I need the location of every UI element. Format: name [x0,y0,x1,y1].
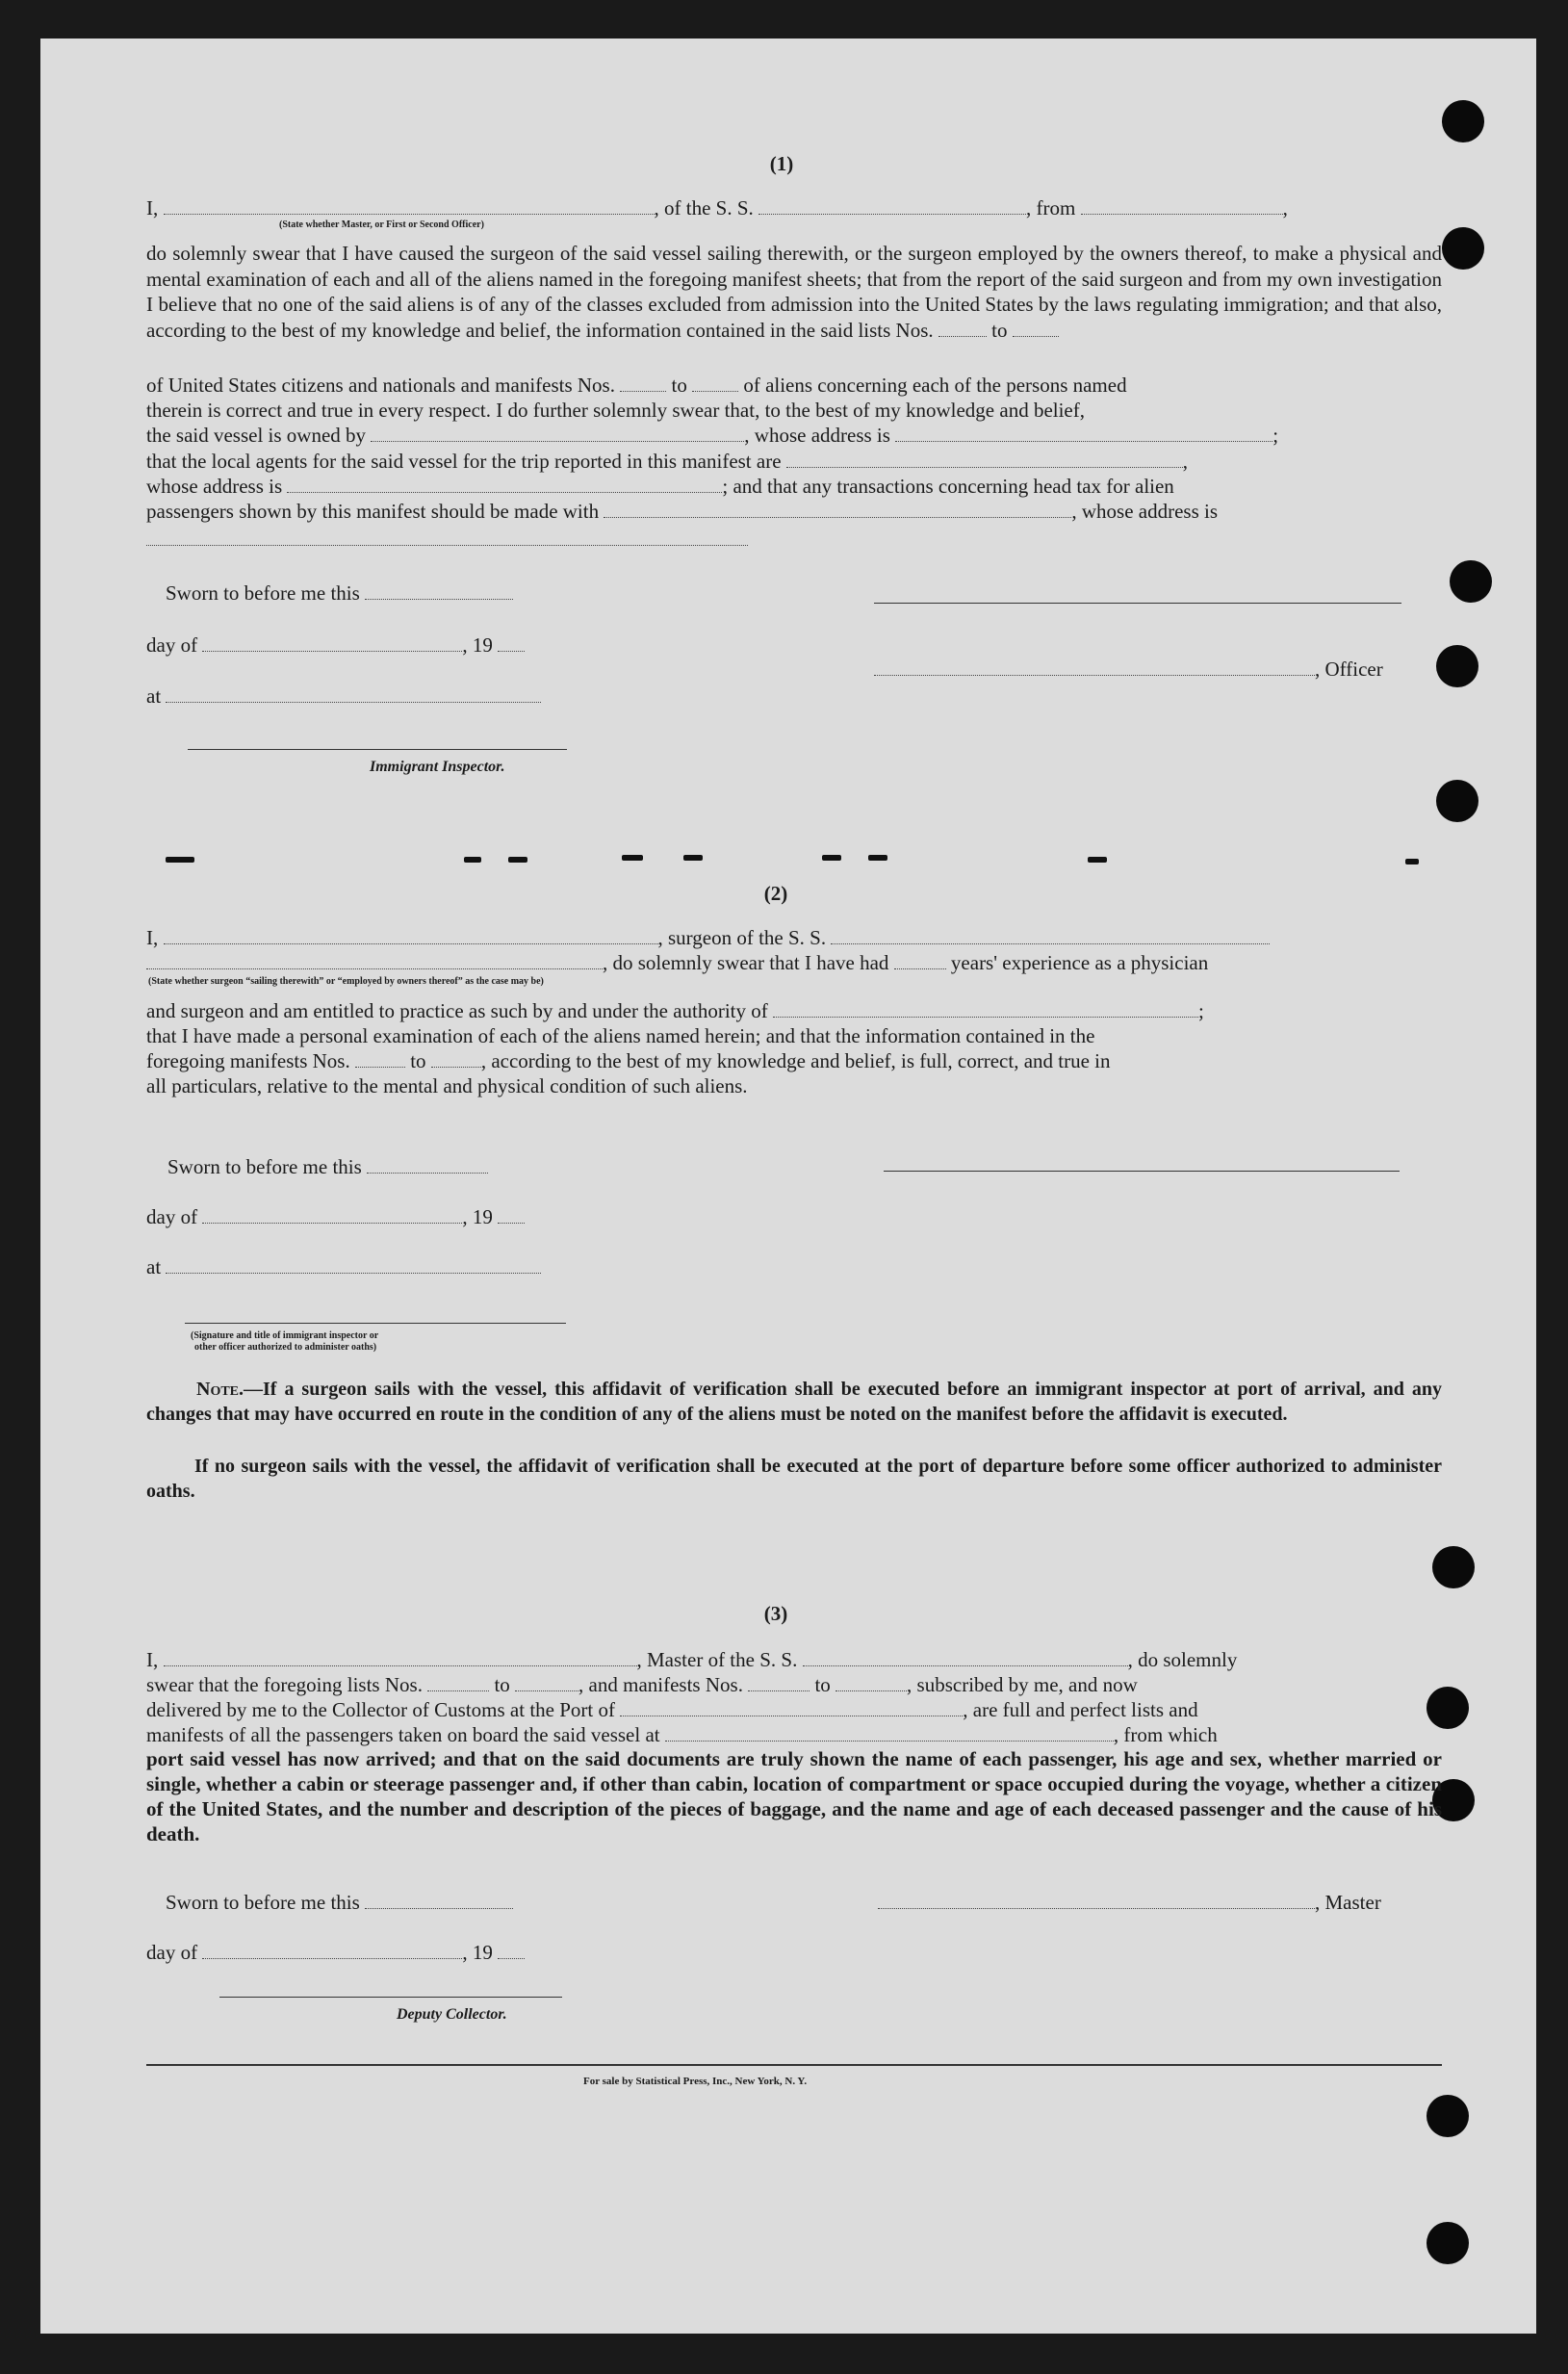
s2-at: at [146,1255,541,1278]
surgeon-note: (State whether surgeon “sailing therewith” or “employed by owners thereof” as the case may be) [148,976,544,987]
s2-day-of: day of , 19 [146,1205,525,1228]
note-label: Note. [196,1379,244,1400]
no-surgeon-paragraph: If no surgeon sails with the vessel, the affidavit of verification shall be executed at the port of departure before some officer authorized to administer oaths. [146,1456,1442,1502]
punch-hole [1427,1687,1469,1729]
years-experience-field[interactable] [894,951,946,969]
separator-dash [1088,857,1107,863]
s1-line-p6: whose address is ; and that any transactions concerning head tax for alien [146,475,1174,498]
inspector-signature-line[interactable] [188,749,567,750]
officer-signature-field[interactable] [874,658,1315,676]
footer-rule [146,2064,1442,2066]
owner-field[interactable] [371,424,744,442]
punch-hole [1442,227,1484,270]
at-place-field[interactable] [166,684,541,703]
s1-paragraph: do solemnly swear that I have caused the surgeon of the said vessel sailing therewith, or the surgeon employed by the owners thereof, to make a physical and mental examination of each and all of the aliens named in the foregoing manifest sheets; that from the report of the said surgeon and from my own investigation I believe that no one of the said aliens is of any of the classes excluded from admission into the United States by the laws regulating immigration; and that also, according to the best of my knowledge and belief, the information contained in the said lists Nos. to [146,242,1442,342]
officer-note: (State whether Master, or First or Second Officer) [279,219,484,230]
s2-p4: all particulars, relative to the mental and physical condition of such aliens. [146,1074,748,1097]
s3-year-field[interactable] [498,1941,525,1959]
punch-hole [1427,2222,1469,2264]
punch-hole [1427,2095,1469,2137]
separator-dash [166,857,194,863]
s1-line-p7: passengers shown by this manifest should be made with , whose address is [146,500,1219,523]
s2-year-field[interactable] [498,1205,525,1224]
surgeon-signature-line[interactable] [884,1171,1400,1172]
immigrant-inspector-label: Immigrant Inspector. [370,759,505,775]
head-tax-field[interactable] [604,500,1071,518]
local-agents-field[interactable] [786,450,1183,468]
s3-line3: delivered by me to the Collector of Customs at the Port of , are full and perfect lists and [146,1698,1198,1721]
signature-note-2: other officer authorized to administer oaths) [194,1342,377,1353]
master-name-field[interactable] [164,196,655,215]
address-continuation-line[interactable] [146,545,748,546]
lists-from-field[interactable] [938,319,987,337]
lists-to-field[interactable] [1013,319,1059,337]
punch-hole [1432,1546,1475,1588]
deputy-signature-line[interactable] [219,1997,562,1998]
agents-address-field[interactable] [287,475,722,493]
owner-address-field[interactable] [895,424,1272,442]
separator-dash [683,855,703,861]
separator-dash [464,857,481,863]
s2-inspector-signature-line[interactable] [185,1323,566,1324]
signature-line[interactable] [874,603,1401,604]
s3-lists-to-field[interactable] [515,1673,578,1691]
s3-master-name-field[interactable] [164,1648,637,1666]
s1-line-p5: that the local agents for the said vessel for the trip reported in this manifest are , [146,450,1189,473]
document-page [40,39,1536,2334]
s3-lists-from-field[interactable] [427,1673,489,1691]
s2-ship-name-field[interactable] [831,926,1270,944]
s3-manifests-from-field[interactable] [748,1673,810,1691]
boarding-port-field[interactable] [665,1723,1114,1742]
s1-line-p3: therein is correct and true in every respect. I do further solemnly swear that, to the best of my knowledge and belief, [146,399,1085,422]
s2-day-month-field[interactable] [202,1205,462,1224]
s3-line4: manifests of all the passengers taken on board the said vessel at , from which [146,1723,1218,1746]
from-port-field[interactable] [1081,196,1283,215]
s3-master-signature: , Master [878,1891,1381,1914]
s2-manifests-from-field[interactable] [355,1049,405,1068]
surgeon-status-field[interactable] [146,951,603,969]
separator-dash [508,857,527,863]
separator-dash [1405,859,1419,864]
port-field[interactable] [620,1698,963,1716]
separator-dash [868,855,887,861]
separator-dash [622,855,643,861]
s1-sworn: Sworn to before me this [166,581,513,605]
s3-day-of: day of , 19 [146,1941,525,1964]
s2-sworn: Sworn to before me this [167,1155,488,1178]
s1-line1: I, , of the S. S. , from , [146,196,1288,219]
s1-day-of: day of , 19 [146,633,525,657]
s3-sworn-date-field[interactable] [365,1891,513,1909]
s1-at: at [146,684,541,708]
manifests-to-field[interactable] [692,374,738,392]
s3-sworn: Sworn to before me this [166,1891,513,1914]
deputy-collector-label: Deputy Collector. [397,2006,507,2023]
s2-manifests-to-field[interactable] [431,1049,481,1068]
year-field[interactable] [498,633,525,652]
s2-p3: foregoing manifests Nos. to , according to the best of my knowledge and belief, is full, correct, and true in [146,1049,1111,1072]
punch-hole [1442,100,1484,142]
s2-sworn-date-field[interactable] [367,1155,488,1174]
authority-field[interactable] [773,999,1198,1018]
surgeon-note-paragraph: Note.—If a surgeon sails with the vessel, this affidavit of verification shall be executed before an immigrant inspector at port of arrival, and any changes that may have occurred en route in the condition of any of the aliens must be noted on the manifest before the affidavit is executed. [146,1379,1442,1425]
punch-hole [1436,645,1478,687]
footer-printer-credit: For sale by Statistical Press, Inc., New York, N. Y. [583,2076,808,2087]
separator-dash [822,855,841,861]
s2-line1: I, , surgeon of the S. S. [146,926,1270,949]
s1-officer: , Officer [874,658,1383,681]
day-month-field[interactable] [202,633,462,652]
surgeon-name-field[interactable] [164,926,658,944]
s1-line-p4: the said vessel is owned by , whose address is ; [146,424,1279,447]
s2-line2: , do solemnly swear that I have had years' experience as a physician [146,951,1208,974]
sworn-date-field[interactable] [365,581,513,600]
section-1-number: (1) [769,152,794,175]
s3-line1: I, , Master of the S. S. , do solemnly [146,1648,1238,1671]
s2-p2: that I have made a personal examination of each of the aliens named herein; and that the information contained in the [146,1024,1095,1047]
s3-line2: swear that the foregoing lists Nos. to , and manifests Nos. to , subscribed by me, and now [146,1673,1138,1696]
s3-ship-name-field[interactable] [803,1648,1128,1666]
ship-name-field[interactable] [758,196,1026,215]
section-2-number: (2) [763,882,788,905]
s1-line-p2: of United States citizens and nationals and manifests Nos. to of aliens concerning each of the persons named [146,374,1127,397]
master-signature-field[interactable] [878,1891,1315,1909]
s3-paragraph: port said vessel has now arrived; and that on the said documents are truly shown the name of each passenger, his age and sex, whether married or single, whether a cabin or steerage passenger and, if other than cabin, location of compartment or space occupied during the voyage, whether a citizen of the United States, and the number and description of the pieces of baggage, and the name and age of each deceased passenger and the cause of his death. [146,1747,1442,1845]
s2-at-place-field[interactable] [166,1255,541,1274]
punch-hole [1436,780,1478,822]
section-3-number: (3) [763,1602,788,1625]
punch-hole [1450,560,1492,603]
s2-p1: and surgeon and am entitled to practice as such by and under the authority of ; [146,999,1204,1022]
manifests-from-field[interactable] [620,374,666,392]
signature-note-1: (Signature and title of immigrant inspector or [191,1330,379,1341]
s3-day-month-field[interactable] [202,1941,462,1959]
s3-manifests-to-field[interactable] [835,1673,907,1691]
